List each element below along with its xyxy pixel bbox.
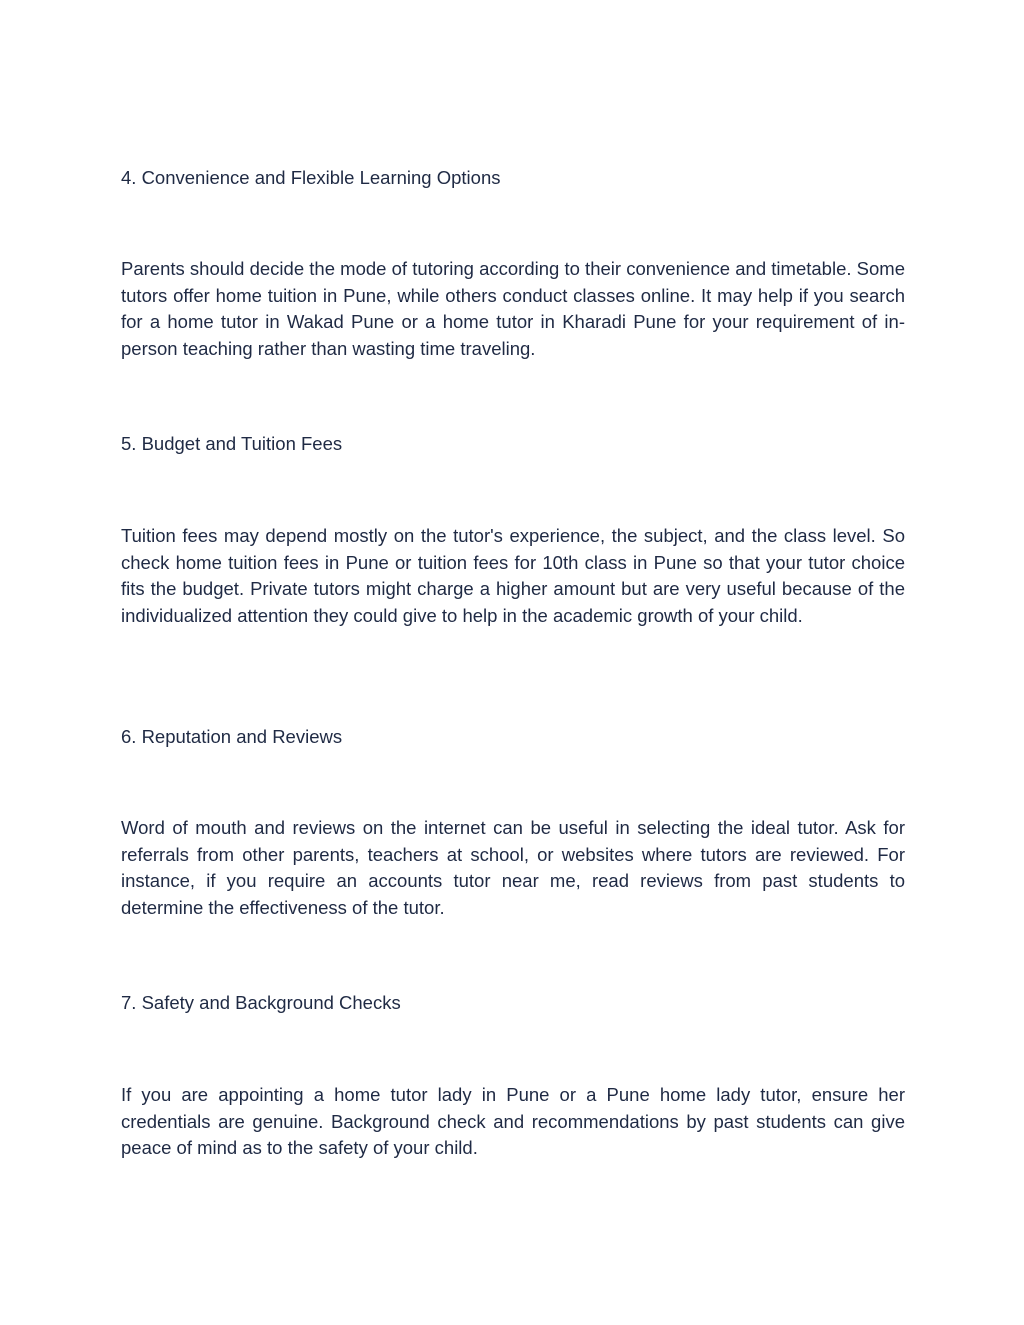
section-heading-convenience: 4. Convenience and Flexible Learning Options bbox=[121, 167, 501, 188]
section-heading-safety: 7. Safety and Background Checks bbox=[121, 992, 401, 1013]
section-heading-budget: 5. Budget and Tuition Fees bbox=[121, 433, 343, 454]
section-paragraph-reputation: Word of mouth and reviews on the internet can be useful in selecting the ideal tutor. Ask for referrals from other parents, teachers at school, or websites where tutors are reviewed. For instance, if you require an accounts tutor near me, read reviews from past students to determine the effectiveness of the tutor. bbox=[121, 817, 905, 918]
section-paragraph-convenience: Parents should decide the mode of tutoring according to their convenience and timetable. Some tutors offer home tuition in Pune, while others conduct classes online. It may help if you search for a home tutor in Wakad Pune or a home tutor in Kharadi Pune for your requirement of in-person teaching rather than wasting time traveling. bbox=[121, 258, 905, 359]
section-heading-reputation: 6. Reputation and Reviews bbox=[121, 726, 343, 747]
section-paragraph-budget: Tuition fees may depend mostly on the tutor's experience, the subject, and the class level. So check home tuition fees in Pune or tuition fees for 10th class in Pune so that your tutor choice fits the budget. Private tutors might charge a higher amount but are very useful because of the individualized attention they could give to help in the academic growth of your child. bbox=[121, 525, 905, 626]
section-paragraph-safety: If you are appointing a home tutor lady in Pune or a Pune home lady tutor, ensure her credentials are genuine. Background check and recommendations by past students can give peace of mind as to the safety of your child. bbox=[121, 1084, 905, 1158]
